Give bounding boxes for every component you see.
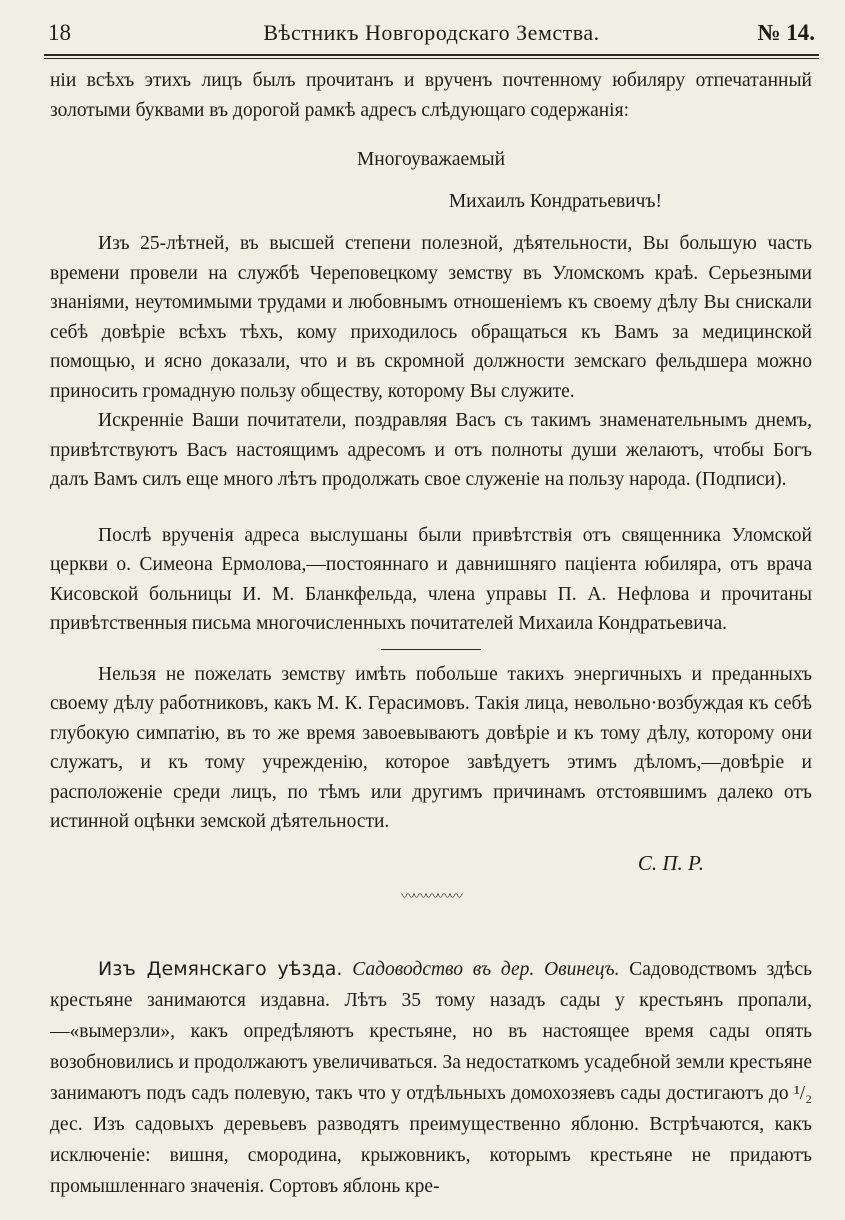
- header-rule: [44, 54, 819, 56]
- address-greeting: Многоуважаемый: [356, 149, 506, 170]
- page-body: [50, 66, 812, 1202]
- after-paragraph-1: Послѣ врученія адреса выслушаны были привѣтствія отъ священника Уломской церкви о. Симеона Ермолова,—постояннаго и давнишняго паціента юбиляра, отъ врача Кисовской больницы И. М. Бланкфельда, члена управы П. А. Нефлова и прочитаны привѣтственныя письма многочисленныхъ почитателей Михаила Кондратьевича.: [50, 524, 812, 634]
- wavy-divider: 〰〰〰〰〰: [401, 889, 461, 905]
- section-text: Садоводствомъ здѣсь крестьяне занимаются издавна. Лѣтъ 35 тому назадъ сады у крестьянъ пропали,—«вымерзли», какъ опредѣляютъ крестьяне, но въ настоящее время сады опять возобновились и продолжаютъ увеличиваться. За недостаткомъ усадебной земли крестьяне занимаютъ подъ садъ полевую, такъ что у отдѣльныхъ домохозяевъ сады достигаютъ до ¹/₂ дес. Изъ садовыхъ деревьевъ разводятъ преимущественно яблоню. Встрѣчаются, какъ исключеніе: вишня, смородина, крыжовникъ, которымъ крестьяне не придаютъ промышленнаго значенія. Сортовъ яблонь кре-: [50, 958, 812, 1197]
- intro-paragraph: ніи всѣхъ этихъ лицъ былъ прочитанъ и врученъ почтенному юбиляру отпечатанный золотыми буквами въ дорогой рамкѣ адресъ слѣдующаго содержанія:: [50, 70, 812, 121]
- address-name: Михаилъ Кондратьевичъ!: [448, 191, 662, 212]
- header-rule-thin: [44, 58, 819, 59]
- issue-number: № 14.: [757, 20, 815, 45]
- section-paragraph: [50, 954, 812, 1202]
- journal-title: Вѣстникъ Новгородскаго Земства.: [263, 20, 600, 45]
- page-number: 18: [48, 20, 71, 45]
- address-paragraph-1: Изъ 25-лѣтней, въ высшей степени полезной, дѣятельности, Вы большую часть времени провели на службѣ Череповецкому земству въ Уломскомъ краѣ. Серьезными знаніями, неутомимыми трудами и любовнымъ отношеніемъ къ своему дѣлу Вы снискали себѣ довѣріе всѣхъ тѣхъ, кому приходилось обращаться къ Вамъ за медицинской помощью, и ясно доказали, что и въ скромной должности земскаго фельдшера можно приносить громадную пользу обществу, которому Вы служите.: [50, 233, 812, 402]
- section-divider: [381, 649, 481, 650]
- spacer: [50, 906, 812, 954]
- page-header: [48, 18, 815, 52]
- address-paragraph-2: Искренніе Ваши почитатели, поздравляя Васъ съ такимъ знаменательнымъ днемъ, привѣтствуютъ Васъ настоящимъ адресомъ и отъ полноты души желаютъ, чтобы Богъ далъ Вамъ силъ еще много лѣтъ продолжать свое служеніе на пользу народа. (Подписи).: [50, 410, 812, 490]
- section-region: Изъ Демянскаго уѣзда.: [98, 957, 343, 980]
- after-paragraph-2: Нельзя не пожелать земству имѣть побольше такихъ энергичныхъ и преданныхъ своему дѣлу работниковъ, какъ М. К. Герасимовъ. Такія лица, невольно·возбуждая къ себѣ глубокую симпатію, въ то же время завоевываютъ довѣріе и къ тому дѣлу, которому они служатъ, и къ тому учрежденію, которое завѣдуетъ этимъ дѣломъ,—довѣріе и расположеніе среди лицъ, по тѣмъ или другимъ причинамъ отстоявшимъ далеко отъ истинной оцѣнки земской дѣятельности.: [50, 663, 812, 832]
- section-subject: Садоводство въ дер. Овинецъ.: [352, 958, 620, 980]
- signature: С. П. Р.: [637, 850, 704, 875]
- spacer: [50, 495, 812, 521]
